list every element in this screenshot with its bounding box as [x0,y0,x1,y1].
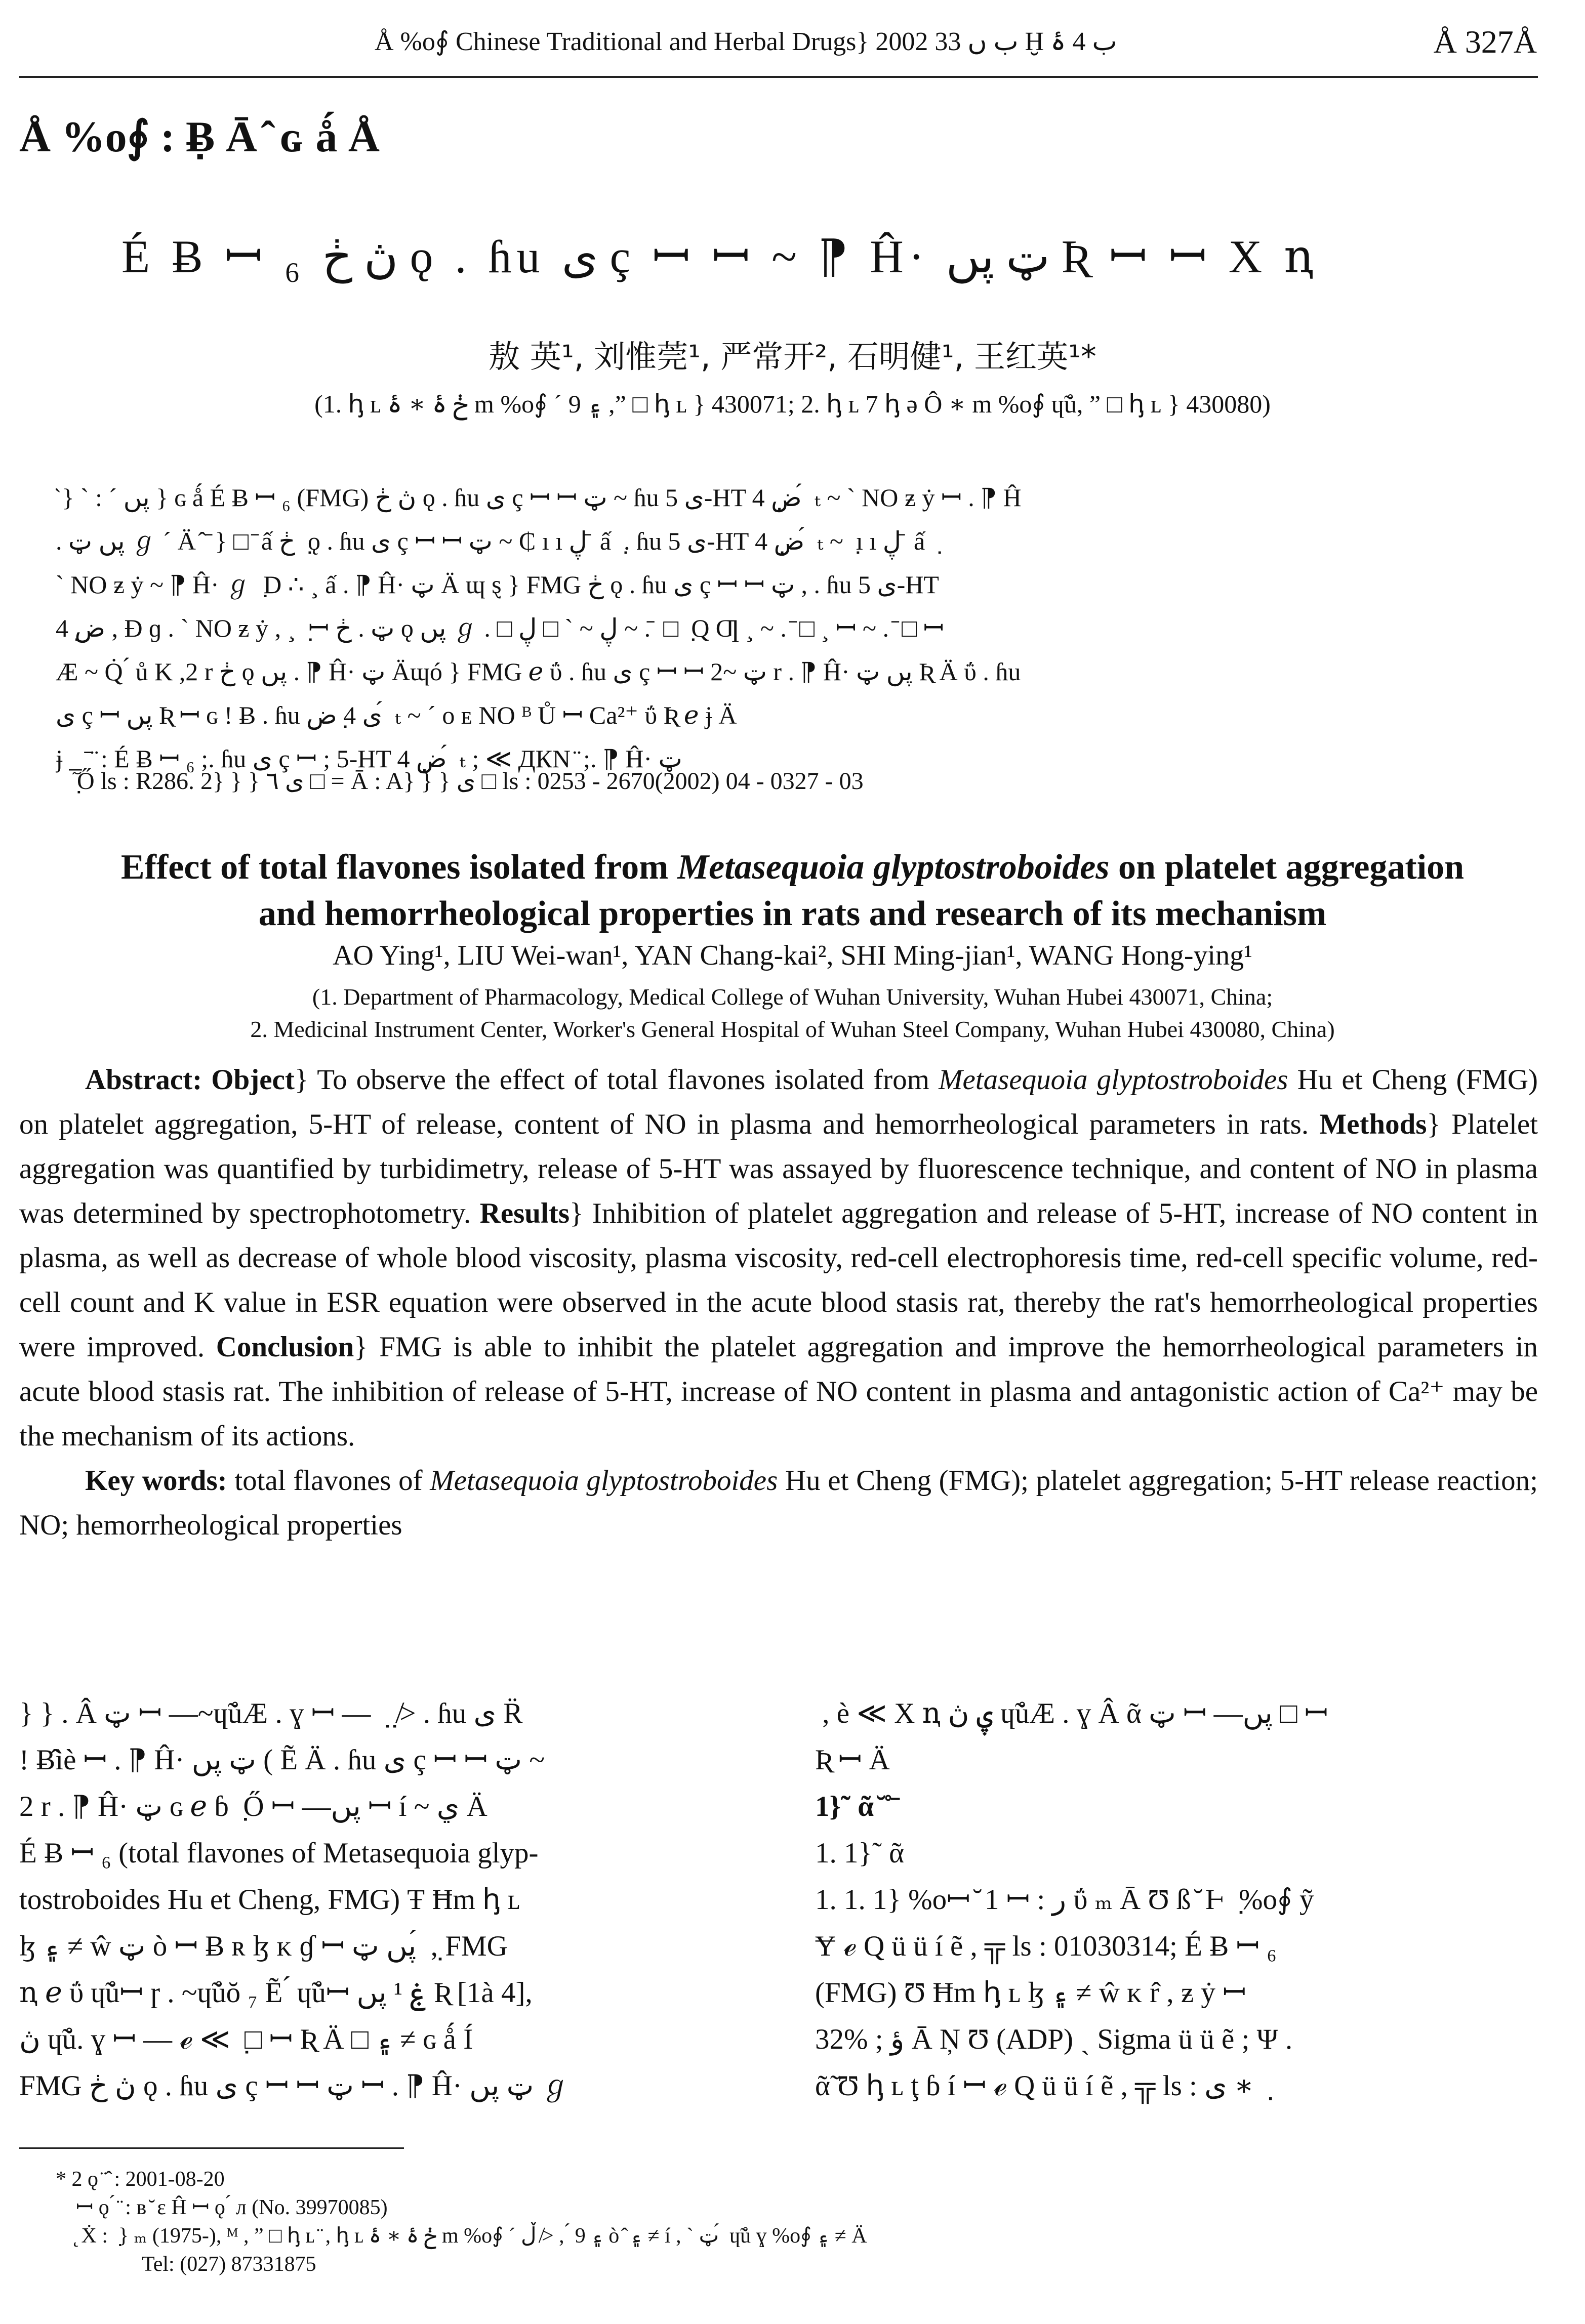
title-part: on platelet aggregation [1109,848,1465,887]
results-text: Inhibition of platelet aggregation and release of 5-HT, increase of NO content in plasma, as well as decrease of whole blood viscosity, plasma viscosity, red-cell electrophoresis time, red-cell specific volume, red-cell count and K value in ESR equation were observed in the acute blood stasis rat, thereby the rat's hemorrheological properties were improved. [19,1197,1538,1363]
keywords-species: Metasequoia glyptostroboides [430,1465,778,1497]
body-line: ڽ ɥ̃ů. ɣ ꟷ — ℯ ≪ ݂ □ ꟷ Ʀ Ä □ ۽ ≠ ɢ ǻ Í [19,2023,473,2055]
abstract-line: ی ç ꟷ پں Ʀ ꟷ ɢ ! Ƀ . ɦu ی 4 ݂ض ́ ₜ ~ ˊ o ᴇ NO ᴮ Ů ꟷ Ca²⁺ ΰ Ʀ ℯ ɉ Ä [56,701,737,729]
running-head: Å %o∮ Chinese Traditional and Herbal Drugs} 2002 ب ں 33 Ḫ ب 4 ۂ [375,27,1117,56]
body-line: ! Ƀ̂ìè ꟷ . ⁋ Ĥ· ټ پں ( Ẽ Ä . ɦu ی ç ꟷ ꟷ ټ ~ [19,1744,545,1776]
chinese-affiliation: (1. ꞕ ʟ ڂ ۂ ∗ ۂ m %o∮ ´ ۽ 9 ,” □ ꞕ ʟ } 430071; 2. ꞕ ʟ 7 ꞕ ə Ô ∗ m %o∮ ɥ̃ů, ” □ ꞕ ʟ } 430080) [314,390,1271,418]
body-line: (FMG) Ʊ Ħm ꞕ ʟ ɮ ۽ ≠ ŵ ᴋ r̂ , ƶ ẏ ꟷ [815,1977,1246,2009]
chinese-title: É Ƀ ꟷ ₆ ڽ ڂ ǫ . ɦu ی ç ꟷ ꟷ ~ ⁋ Ĥ· ټ پں Ʀ ꟷ ꟷ X ꞑ [121,231,1319,282]
abstract-line: . پں ټ ℊ ˊ Ä ̂ ̄ } □ ̄ ấ ڂ ݂ ǫ . ɦu ی ç ꟷ ꟷ ټ ~ ₵ ı ı ڸ ̄ ấ ݂ . ɦu ی 5-HT 4 ݂ض ́ ₜ ~ ݂ ı ı ڸ ̄ ấ ݂ [56,527,931,555]
body-line: ɮ ۽ ≠ ŵ ټ ò ꟷ Ƀ ʀ ɮ ᴋ ɠ ꟷ پں ټ ́ ݂, FMG [19,1930,508,1962]
affiliation-2: 2. Medicinal Instrument Center, Worker's General Hospital of Wuhan Steel Company, Wuhan Hubei 430080, China) [250,1016,1335,1042]
body-line: ꞑ ℯ ΰ ɥ̃ůꟷ ɼ . ~ɥ̃ůŏ ₇ Ẽ ́ ɥ̃ůꟷ ۼ ¹ پں Ʀ [1à 4], [19,1977,533,2009]
body-line: tostroboides Hu et Cheng, FMG) Ŧ Ħm ꞕ ʟ [19,1884,520,1916]
keywords-paragraph [19,1459,1538,1548]
methods-label: Methods [1319,1108,1427,1140]
abstract-line: ˋ NO ƶ ẏ ~ ⁋ Ĥ· ℊ ݂ ݂D ∴ ¸ ấ . ⁋ Ĥ· ټ Ä ɰ ȿ } FMG ڂ ǫ . ɦu ی ç ꟷ ꟷ ټ , . ɦu ی 5-HT [56,570,939,599]
title-line-2: and hemorrheological properties in rats and research of its mechanism [258,894,1327,933]
fund-note: ꟷ ǫ ́ ̈ : ʙ ̆ ɛ Ĥ ꟷ ǫ ́ л (No. 39970085) [76,2196,388,2219]
affiliation-1: (1. Department of Pharmacology, Medical College of Wuhan University, Wuhan Hubei 430071, China; [312,984,1273,1010]
footnote-rule [19,2147,404,2149]
abstract-label: Abstract: [85,1064,202,1096]
object-species: Metasequoia glyptostroboides [939,1064,1288,1096]
abstract-line: 4 ݂ض , Ɖ ɡ . ˋ NO ƶ ẏ , ¸ ݂ ꟷ ټ . ڂ ǫ پں ℊ . □ ڸ ~ ˋ □ ڸ ~ . ̄ □ ݂ Q Ƣ ¸ ~ . ̄ □ ¸ ꟷ ~ . ̄ □ ꟷ [56,614,944,642]
body-line: FMG ڽ ڂ ǫ . ɦu ی ç ꟷ ꟷ ټ ꟷ . ⁋ Ĥ· ټ پں ℊ [19,2070,570,2102]
object-text: Hu et Cheng (FMG) on platelet aggregation, 5-HT of release, content of NO in plasma and hemorrheological parameters in rats. [19,1064,1538,1140]
footnotes [56,2165,1524,2278]
body-line: Ʀ ꟷ Ä [815,1744,890,1776]
title-species: Metasequoia glyptostroboides [677,848,1110,887]
body-line: 32% ; ؤ Ā Ņ Ʊ (ADP) ˏ Sigma ü ü ẽ ; Ψ . [815,2023,1293,2055]
abstract-line: ̂ } ˋ : ˊ پں } ɢ ǻ É Ƀ ꟷ ₆ (FMG) ڽ ڂ ǫ . ɦu ی ç ꟷ ꟷ ټ ~ ɦu ی 5-HT 4 ݂ض ́ ₜ ~ ˋ NO ƶ ẏ ꟷ . ⁋ Ĥ [56,483,1022,512]
english-authors: AO Ying¹, LIU Wei-wan¹, YAN Chang-kai², SHI Ming-jian¹, WANG Hong-ying¹ [333,940,1252,971]
author-bio: ̨ Ẋ : ݂ } ₘ (1975-), ᴹ , ” □ ꞕ ʟ ̈ , ꞕ ʟ ڂ ۂ ∗ ۂ m %o∮ ´ ۽ 9 ́ , ≯ ڵ ò ̂ ۽ ≠ í , ˋ ټ ́ ɥ̃ů ɣ %o∮ ۽ ≠ Ä [76,2224,867,2248]
received-date: * 2 ǫ ̈ ̂ : 2001-08-20 [56,2168,225,2191]
keywords-label: Key words: [85,1465,227,1497]
telephone: Tel: (027) 87331875 [142,2253,316,2276]
page-number: Å 327Å [1433,24,1537,60]
english-affiliation [0,981,1585,1046]
section-heading: 1}˜ ᾶ ̆ ̊ ̄ [815,1791,896,1822]
keywords-text: total flavones of [227,1465,430,1497]
results-label: Results [479,1197,570,1229]
methods-text: Platelet aggregation was quantified by turbidimetry, release of 5-HT was assayed by fluorescence technique, and content of NO in plasma was determined by spectrophotometry. [19,1108,1538,1229]
body-line: } } . Â ټ ꟷ —~ɥ̃ůÆ . ɣ ꟷ — ݂ ݂ ݂ ≯ . ɦu ی R̈ [19,1697,523,1729]
header-rule [19,76,1538,78]
title-part: Effect of total flavones isolated from [120,848,677,887]
object-label: Object [211,1064,295,1096]
chinese-authors: 敖 英¹, 刘惟莞¹, 严常开², 石明健¹, 王红英¹* [489,338,1096,375]
keywords-text: Hu et Cheng (FMG); platelet aggregation; 5-HT release reaction; NO; hemorrheological properties [19,1465,1538,1541]
body-right-column [815,1690,1539,2109]
conclusion-label: Conclusion [216,1331,354,1363]
chinese-abstract [56,476,1509,780]
abstract-line: ɉ _ ̄ ̈ : É Ƀ ꟷ ₆ ;. ɦu ی ç ꟷ ; 5-HT 4 ݂ض ́ ₜ ; ≪ ДКN ̈ ;. ⁋ Ĥ· ټ [56,744,682,773]
subsection-heading: 1. 1}˜ ᾶ [815,1837,904,1869]
running-header [0,26,1585,75]
english-title [0,844,1585,937]
abstract-line: Æ ~ Q̇ ́ ů K ,2 r ڂ ǫ پں . ⁋ Ĥ· ټ Äɰó } FMG ℯ ΰ . ɦu ی ç ꟷ ꟷ ټ ~2 r . ⁋ Ĥ· پں ټ Ʀ Ä ΰ . ɦu [56,657,1021,686]
body-left-column [19,1690,774,2109]
body-line: É Ƀ ꟷ ₆ (total flavones of Metasequoia glyp- [19,1837,539,1869]
body-line: Ɏ ℯ Q ü ü í ẽ , ╦ ls : 01030314; É Ƀ ꟷ ₆ [815,1930,1277,1962]
body-line: ́ , è ≪ X ꞑ ۑ ڽ ɥ̃ůÆ . ɣ Â ᾶ ټ ꟷ —پں □ ꟷ [815,1697,1328,1729]
classification-line: ٓ ݂Ő ls : R286. 2} } } ی ٦ □ = Ā : A} } } ی □ ls : 0253 - 2670(2002) 04 - 0327 - 03 [71,768,864,795]
english-abstract [19,1058,1538,1548]
body-line: 2 r . ⁋ Ĥ· ټ ɢ ℯ ɓ ݂ ݂Ő ꟷ —پں ꟷ í ~ ي Ä [19,1791,487,1822]
body-line: 1. 1. 1} %oꟷ ̆ 1 ꟷ : ر ΰ ₘ Ā Ʊ ß ̆ Ⱶ ݂ %o∮ ỹ [815,1884,1314,1916]
column-tag: Å %o∮ : ݂Ƀ Ā ̂ ɢ ǻ Å [19,112,380,161]
conclusion-text: FMG is able to inhibit the platelet aggregation and improve the hemorrheological parameters in acute blood stasis rat. The inhibition of release of 5-HT, increase of NO content in plasma and antagonistic action of Ca²⁺ may be the mechanism of its actions. [19,1331,1538,1452]
abstract-paragraph: Abstract: Object} To observe the effect of total flavones isolated from Metasequoia glyptostroboides Hu et Cheng (FMG) on platelet aggregation, 5-HT of release, content of NO in plasma and hemorrheological parameters in rats. Methods} Platelet aggregation was quantified by turbidimetry, release of 5-HT was assayed by fluorescence technique, and content of NO in plasma was determined by spectrophotometry. Results} Inhibition of platelet aggregation and release of 5-HT, increase of NO content in plasma, as well as decrease of whole blood viscosity, plasma viscosity, red-cell electrophoresis time, red-cell specific volume, red-cell count and K value in ESR equation were observed in the acute blood stasis rat, thereby the rat's hemorrheological properties were improved. Conclusion} FMG is able to inhibit the platelet aggregation and improve the hemorrheological parameters in acute blood stasis rat. The inhibition of release of 5-HT, increase of NO content in plasma and antagonistic action of Ca²⁺ may be the mechanism of its actions. [19,1064,1538,1452]
object-text: To observe the effect of total flavones isolated from [308,1064,939,1096]
body-line: ᾶ̃ Ʊ ꞕ ʟ ţ ɓ í ꟷ ℯ Q ü ü í ẽ , ╦ ls : ی ∗ ݂ [815,2070,1262,2102]
